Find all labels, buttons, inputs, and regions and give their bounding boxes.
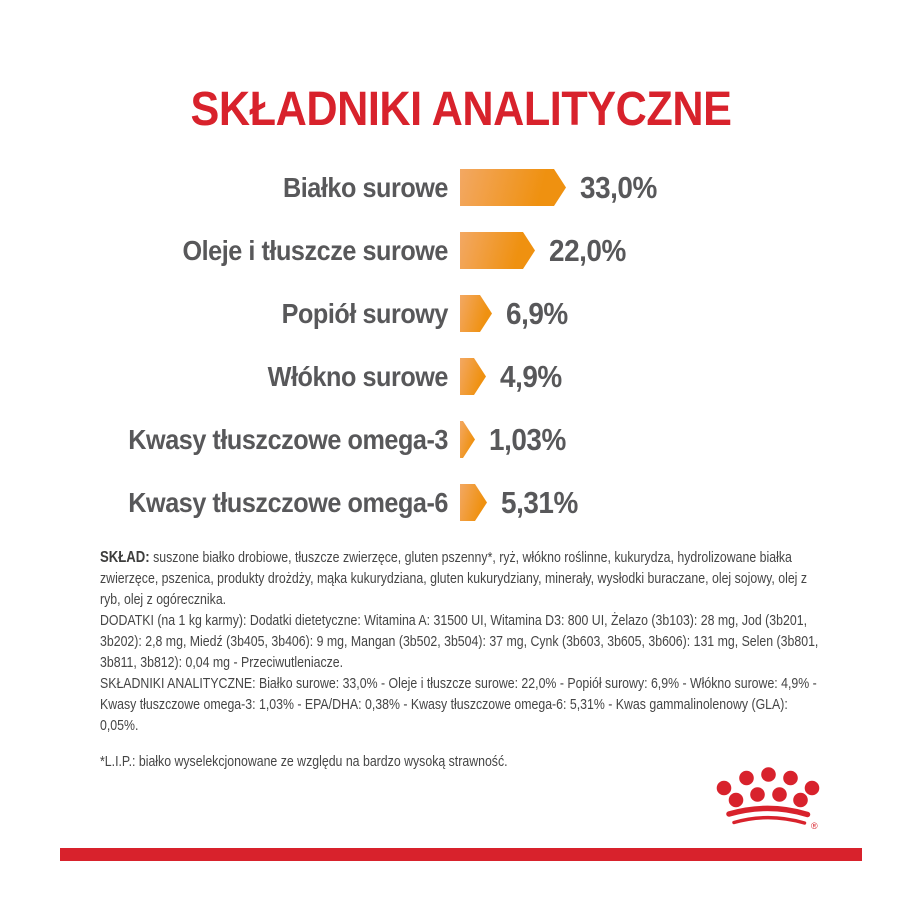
bar-value-label: 1,03%: [489, 421, 566, 457]
chart-row: [92, 219, 665, 282]
bar-category-label: Kwasy tłuszczowe omega-3: [128, 423, 448, 455]
bar-category-label: Popiół surowy: [281, 297, 448, 329]
chart-row: [92, 345, 665, 408]
bar: [460, 358, 486, 395]
bar-value-label: 33,0%: [580, 169, 657, 205]
chart-row: [92, 471, 665, 534]
royal-canin-crown-logo: [710, 763, 828, 833]
additives-paragraph: DODATKI (na 1 kg karmy): Dodatki dietetyczne: Witamina A: 31500 UI, Witamina D3: 800 UI, Żelazo (3b103): 28 mg, Jod (3b201, 3b202): 2,8 mg, Miedź (3b405, 3b406): 9 mg, Mangan (3b502, 3b504): 37 mg, Cynk (3b603, 3b605, 3b606): 131 mg, Selen (3b801, 3b811, 3b812): 0,04 mg - Przeciwutleniacze.: [100, 612, 819, 671]
bar-value-label: 6,9%: [506, 295, 568, 331]
bar-value-label: 4,9%: [500, 358, 562, 394]
bar: [460, 295, 492, 332]
bar-category-label: Kwasy tłuszczowe omega-6: [128, 486, 448, 518]
bar: [460, 169, 566, 206]
page-title: SKŁADNIKI ANALITYCZNE: [190, 83, 732, 136]
bar-value-label: 5,31%: [501, 484, 578, 520]
composition-paragraph: [100, 547, 823, 610]
bar-category-label: Włókno surowe: [267, 360, 448, 392]
bar: [460, 421, 475, 458]
crown-swoosh-lower: [734, 818, 805, 823]
composition-text: suszone białko drobiowe, tłuszcze zwierzęce, gluten pszenny*, ryż, włókno roślinne, kukurydza, hydrolizowane białka zwierzęce, pszenica, produkty drożdży, mąka kukurydziana, gluten kukurydziany, minerały, wysłodki buraczane, olej sojowy, olej z ryb, olej z ogórecznika.: [100, 549, 808, 608]
analytical-constituents-chart: [92, 156, 665, 534]
chart-row: [92, 408, 665, 471]
chart-row: [92, 156, 665, 219]
bottom-red-bar: [60, 848, 862, 861]
composition-text-block: [100, 547, 823, 772]
bar-category-label: Oleje i tłuszcze surowe: [182, 234, 448, 266]
bar: [460, 484, 487, 521]
registered-trademark-icon: ®: [811, 821, 818, 831]
bar-value-label: 22,0%: [549, 232, 626, 268]
bar-category-label: Białko surowe: [282, 171, 448, 203]
lip-footnote: *L.I.P.: białko wyselekcjonowane ze względu na bardzo wysoką strawność.: [100, 753, 508, 770]
composition-label: SKŁAD:: [100, 549, 150, 566]
bar: [460, 232, 535, 269]
analytical-constituents-paragraph: SKŁADNIKI ANALITYCZNE: Białko surowe: 33,0% - Oleje i tłuszcze surowe: 22,0% - Popiół surowy: 6,9% - Włókno surowe: 4,9% - Kwasy tłuszczowe omega-3: 1,03% - EPA/DHA: 0,38% - Kwasy tłuszczowe omega-6: 5,31% - Kwas gammalinolenowy (GLA): 0,05%.: [100, 675, 817, 734]
chart-row: [92, 282, 665, 345]
crown-swoosh-upper: [729, 808, 808, 814]
